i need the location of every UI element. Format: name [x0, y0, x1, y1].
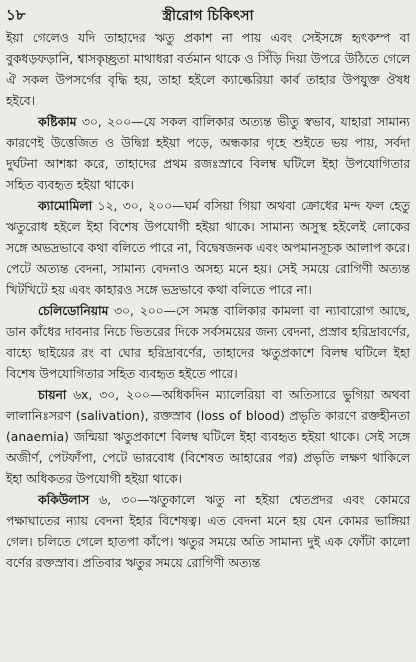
body-text [6, 28, 410, 574]
remedy-text: ১২, ৩০, ২০০—ঘর্ম বসিয়া গিয়া অথবা ক্রোধের মন্দ ফল হেতু ঋতুরোধ হইলে ইহা বিশেষ উপযোগী হইয়া থাকে। সামান্য অসুস্থ হইলেই লোকের সঙ্গে অভদ্রভাবে কথা বলিতে পারে না, বিদ্বেষজনক এবং অপমানসূচক আলাপ করে। পেটে অত্যন্ত বেদনা, সামান্য বেদনাও অসহ্য মনে হয়। সেই সময়ে রোগিণী অত্যন্ত খিটখিটে হয় এবং কাহারও সঙ্গে ভদ্রভাবে কথা বলিতে পারে না। [6, 199, 410, 297]
remedy-name: চায়না [38, 388, 67, 402]
remedy-paragraph [6, 490, 410, 574]
paragraph-continuation [6, 28, 410, 112]
remedy-paragraph [6, 301, 410, 385]
remedy-text: ৩০, ২০০—যে সকল বালিকার অত্যন্ত ভীতু স্বভাব, যাহারা সামান্য কারণেই উত্তেজিত ও উদ্বিগ্ন হইয়া পড়ে, অন্ধকার গৃহে শুইতে ভয় পায়, সর্বদা দুর্ঘটনা আশঙ্কা করে, তাহাদের প্রথম রজঃস্রাবে বিলম্ব ঘটিলে ইহা উপযোগিতার সহিত ব্যবহৃত হইয়া থাকে। [6, 115, 410, 192]
remedy-name: ককিউলাস [38, 493, 90, 507]
remedy-paragraph [6, 112, 410, 196]
running-title: স্ত্রীরোগ চিকিৎসা [162, 8, 254, 24]
remedy-text: ৬, ৩০—ঋতুকালে ঋতু না হইয়া শ্বেতপ্রদর এবং কোমরে পক্ষাঘাতের ন্যায় বেদনা ইহার বিশেষত্ব। এত বেদনা মনে হয় যেন কোমর ভাঙ্গিয়া গেল। চলিতে গেলে হাতপা কাঁপে। ঋতুর সময়ে অতি সামান্য দুই এক ফোঁটা কালো বর্ণের রক্তস্রাব। প্রতিবার ঋতুর সময়ে রোগিণী অত্যন্ত [6, 493, 410, 570]
remedy-text: ৬x, ৩০, ২০০—অধিকদিন ম্যালেরিয়া বা অতিসারে ভুগিয়া অথবা লালানিঃসরণ (salivation), রক্তস্রাব (loss of blood) প্রভৃতি কারণে রক্তহীনতা (anaemia) জন্মিয়া ঋতুপ্রকাশে বিলম্ব ঘটিলে ইহা ব্যবহৃত হইয়া থাকে। সেই সঙ্গে অজীর্ণ, পেটফাঁপা, পেটে ভারবোধ (বিশেষত আহারের পর) প্রভৃতি লক্ষণ থাকিলে ইহা অধিকতর উপযোগী হইয়া থাকে। [6, 388, 410, 486]
remedy-text: ৩০, ২০০—সে সমস্ত বালিকার কামলা বা ন্যাবারোগ আছে, ডান কাঁধের দাবনার নিচে ভিতরের দিকে সর্বসময়ের জন্য বেদনা, প্রস্রাব হরিদ্রাবর্ণের, বাহ্যে ছাইয়ের রং বা ঘোর হরিদ্রাবর্ণের, তাহাদের ঋতুপ্রকাশে বিলম্ব ঘটিলে ইহা বিশেষ উপযোগিতার সহিত ব্যবহৃত হইতে পারে। [6, 304, 410, 381]
paragraph-text: ঋতু প্রকাশ না পায় এবং সেইসঙ্গে হৃৎকম্প বা বুকধড়ফড়ানি, শ্বাসকৃচ্ছ্রতা মাথাধরা বর্তমান থাকে ও সিঁড়ি দিয়া উপরে উঠিতে গেলে ঐ সকল উপসর্গের বৃদ্ধি হয়, তাহা হইলে ক্যাল্কেরিয়া কার্ব তাহার উপযুক্ত ঔষধ হইবে। [6, 31, 410, 108]
remedy-name: চেলিডোনিয়াম [38, 304, 109, 318]
page-header [0, 4, 416, 28]
paragraph-lead: ইয়া গেলেও যদি তাহাদের [6, 31, 155, 45]
page-number: ১৮ [6, 6, 26, 24]
remedy-paragraph [6, 196, 410, 301]
remedy-name: কষ্টিকাম [38, 115, 77, 129]
remedy-paragraph [6, 385, 410, 490]
remedy-name: ক্যামোমিলা [38, 199, 93, 213]
